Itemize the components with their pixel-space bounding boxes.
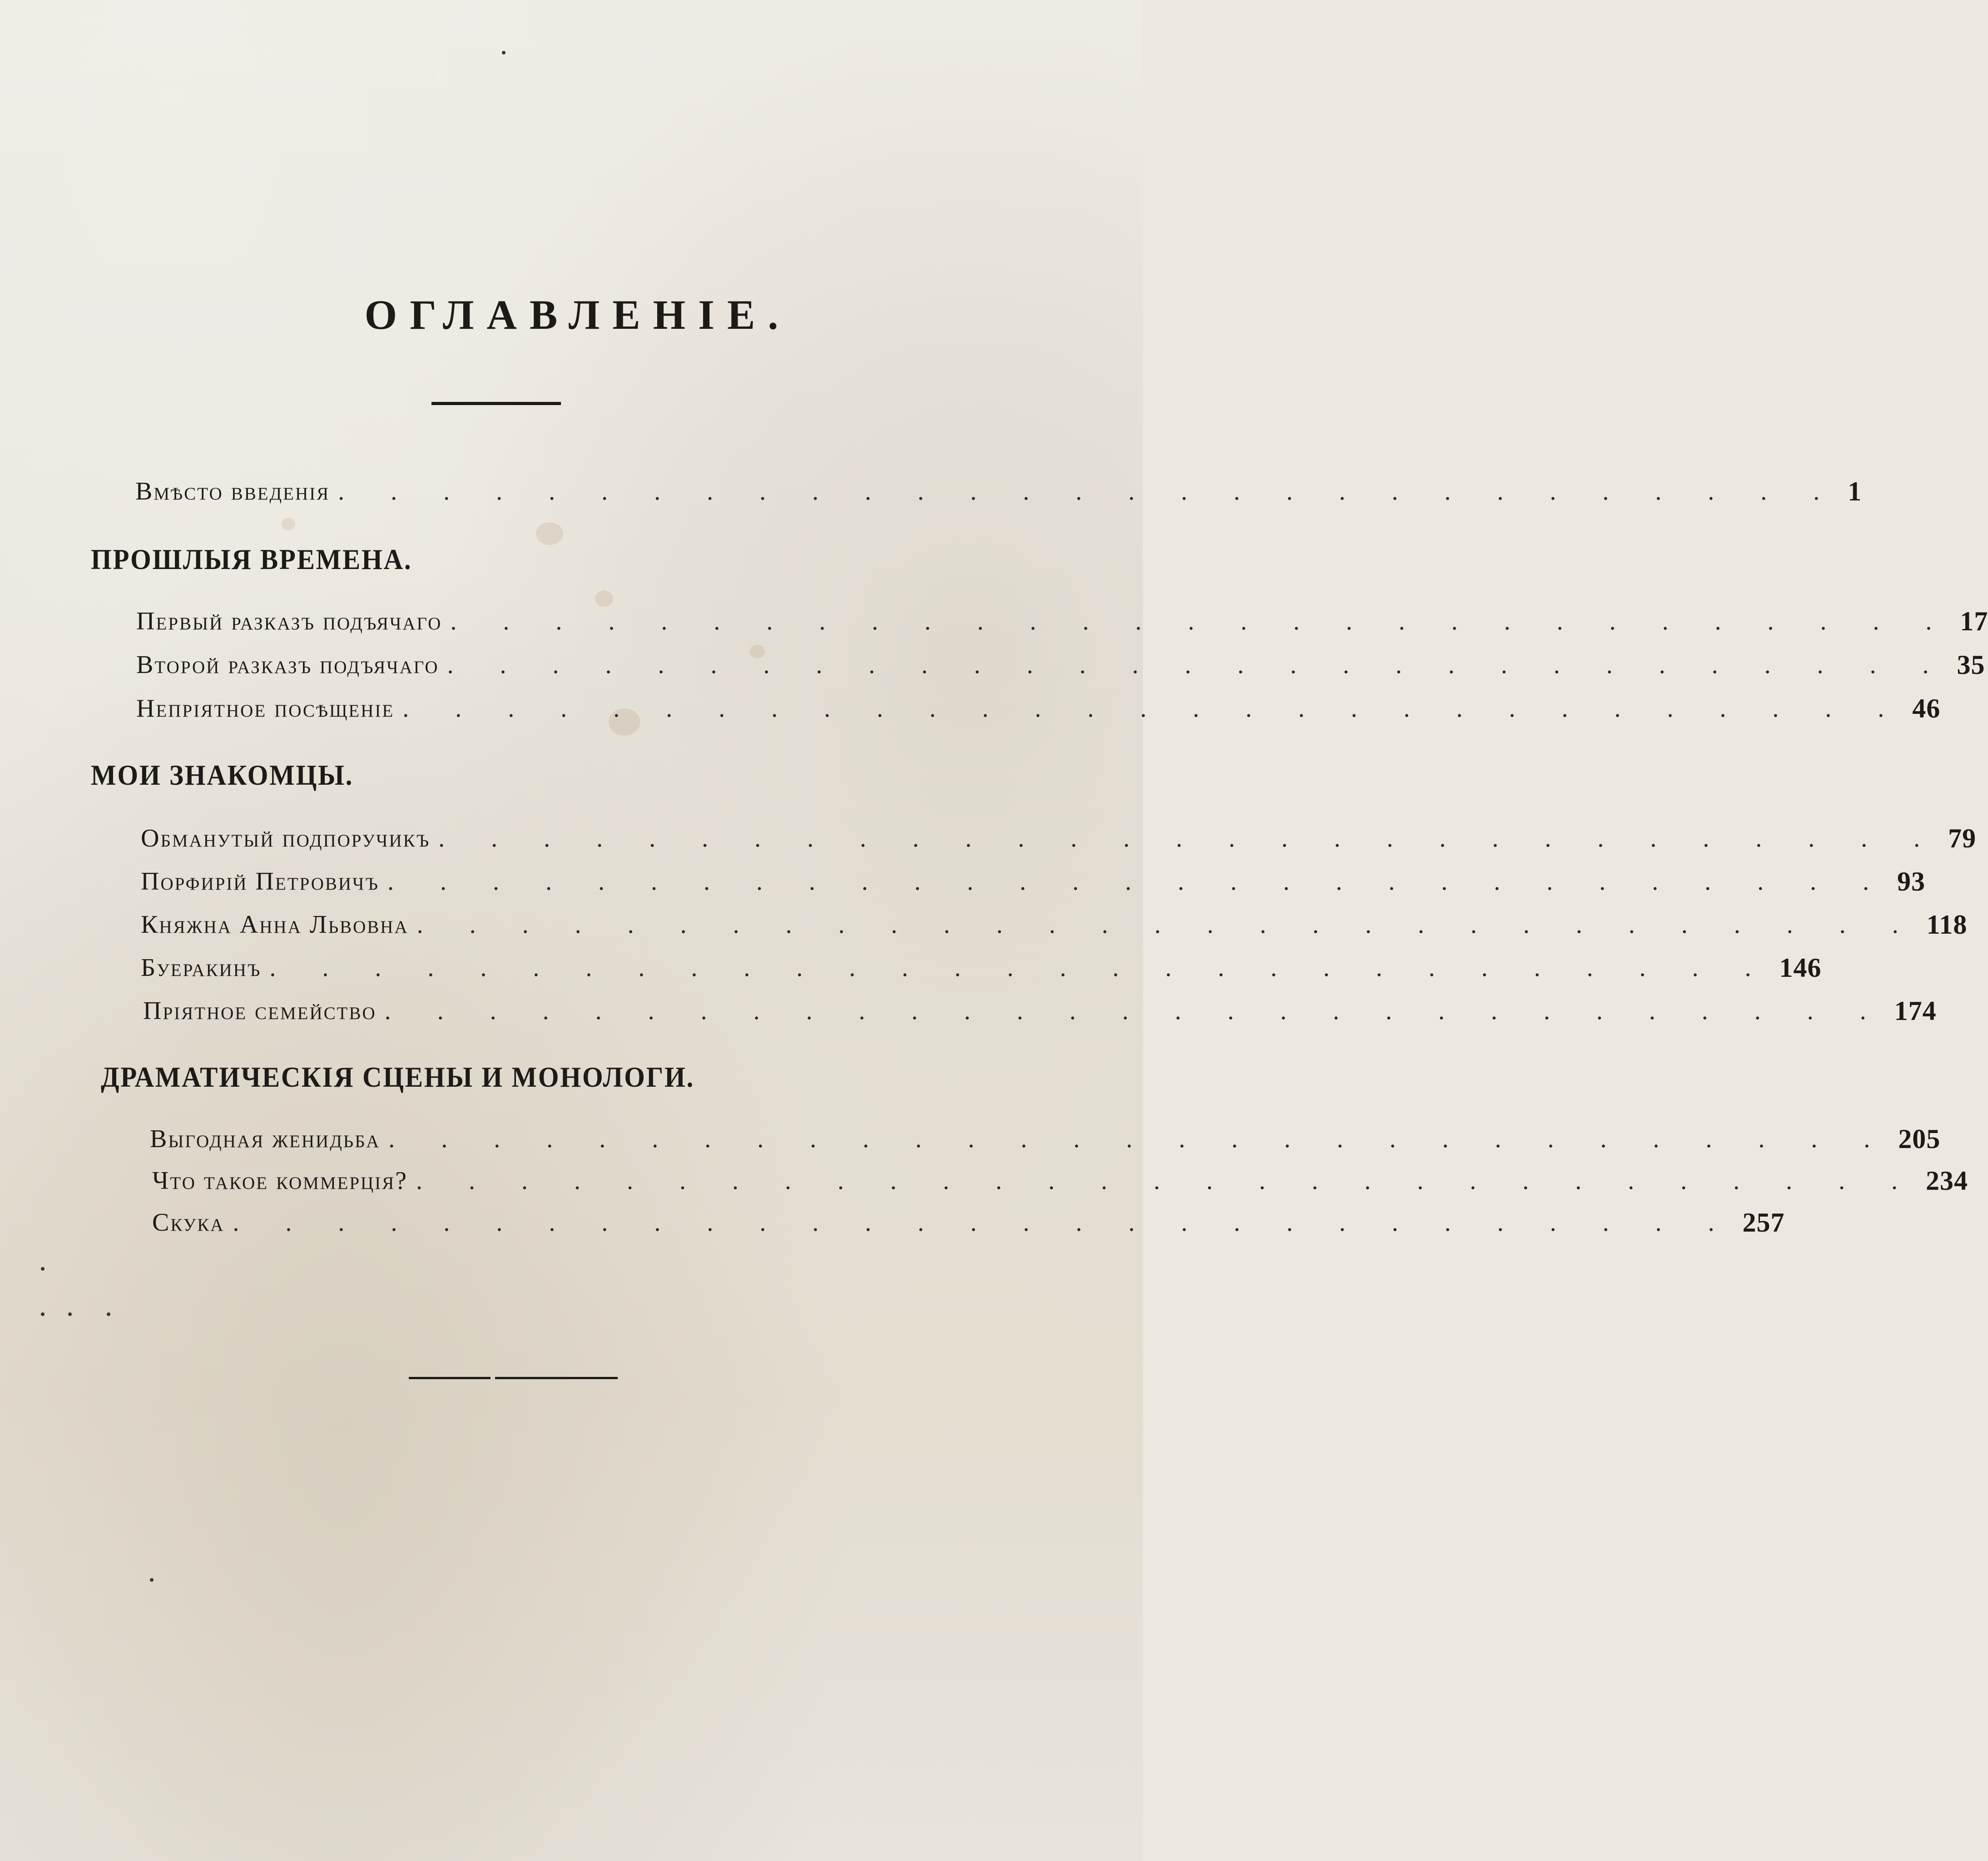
toc-entry-label: Буеракинъ bbox=[141, 954, 262, 982]
section-heading: ПРОШЛЫЯ ВРЕМЕНА. bbox=[91, 543, 412, 575]
toc-entry-page: 35 bbox=[1957, 649, 1985, 680]
toc-entry bbox=[152, 1204, 1785, 1241]
ink-speck bbox=[41, 1312, 45, 1316]
dot-leader: . . . . . . . . . . . . . . . . . . . . . . . . . . . . . bbox=[384, 997, 1886, 1025]
dot-leader: . . . . . . . . . . . . . . . . . . . . . . . . . . . . . bbox=[269, 954, 1771, 982]
toc-entry-page: 205 bbox=[1898, 1124, 1941, 1154]
toc-entry-label: Вмѣсто введенія bbox=[135, 477, 330, 505]
page-title: ОГЛАВЛЕНІЕ. bbox=[364, 292, 791, 338]
dot-leader: . . . . . . . . . . . . . . . . . . . . . . . . . . . . . bbox=[416, 911, 1919, 939]
end-rule bbox=[409, 1377, 491, 1379]
toc-entry-label: Порфирій Петровичъ bbox=[141, 867, 379, 896]
section-heading: ДРАМАТИЧЕСКІЯ СЦЕНЫ И МОНОЛОГИ. bbox=[101, 1061, 695, 1093]
dot-leader: . . . . . . . . . . . . . . . . . . . . . . . . . . . . . bbox=[450, 607, 1952, 635]
toc-entry-label: Первый разказъ подъячаго bbox=[136, 607, 442, 635]
toc-entry-label: Княжна Анна Львовна bbox=[141, 911, 409, 939]
dot-leader: . . . . . . . . . . . . . . . . . . . . . . . . . . . . . bbox=[402, 694, 1904, 723]
toc-entry-page: 79 bbox=[1948, 823, 1977, 853]
toc-entry-page: 257 bbox=[1742, 1207, 1785, 1237]
ink-speck bbox=[150, 1578, 154, 1582]
toc-entry-page: 174 bbox=[1894, 995, 1937, 1026]
toc-entry bbox=[141, 906, 1968, 943]
toc-entry bbox=[141, 820, 1977, 856]
foxing-stain bbox=[536, 522, 563, 545]
ink-speck bbox=[68, 1312, 72, 1316]
toc-entry-page: 46 bbox=[1912, 693, 1941, 723]
toc-entry-label: Пріятное семейство bbox=[143, 997, 377, 1025]
ink-speck bbox=[41, 1267, 45, 1271]
toc-entry bbox=[136, 647, 1985, 683]
dot-leader: . . . . . . . . . . . . . . . . . . . . . . . . . . . . . bbox=[233, 1208, 1735, 1237]
toc-entry-label: Непріятное посѣщеніе bbox=[136, 694, 395, 723]
dot-leader: . . . . . . . . . . . . . . . . . . . . . . . . . . . . . bbox=[416, 1167, 1918, 1195]
toc-entry-page: 17 bbox=[1960, 606, 1988, 636]
dot-leader: . . . . . . . . . . . . . . . . . . . . . . . . . . . . . bbox=[388, 1125, 1890, 1153]
dot-leader: . . . . . . . . . . . . . . . . . . . . . . . . . . . . . bbox=[338, 477, 1840, 505]
toc-entry bbox=[136, 603, 1988, 639]
toc-entry bbox=[136, 690, 1941, 727]
toc-entry-intro bbox=[135, 473, 1862, 510]
dot-leader: . . . . . . . . . . . . . . . . . . . . . . . . . . . . . bbox=[438, 824, 1940, 852]
toc-entry-label: Второй разказъ подъячаго bbox=[136, 651, 439, 679]
toc-entry-label: Скука bbox=[152, 1208, 225, 1237]
ink-speck bbox=[107, 1312, 110, 1316]
toc-entry bbox=[141, 950, 1822, 986]
ink-speck bbox=[502, 51, 506, 54]
toc-entry bbox=[141, 863, 1925, 900]
toc-entry bbox=[143, 993, 1937, 1029]
toc-entry-page: 118 bbox=[1926, 909, 1968, 940]
toc-entry-page: 234 bbox=[1926, 1165, 1968, 1196]
toc-entry-label: Что такое коммерція? bbox=[152, 1167, 408, 1195]
toc-entry-page: 146 bbox=[1779, 952, 1822, 983]
dot-leader: . . . . . . . . . . . . . . . . . . . . . . . . . . . . . bbox=[447, 651, 1949, 679]
dot-leader: . . . . . . . . . . . . . . . . . . . . . . . . . . . . . bbox=[387, 867, 1889, 896]
toc-entry-label: Обманутый подпоручикъ bbox=[141, 824, 431, 852]
foxing-stain bbox=[282, 518, 295, 530]
toc-entry bbox=[150, 1121, 1941, 1157]
toc-entry-label: Выгодная женидьба bbox=[150, 1125, 381, 1153]
title-rule bbox=[431, 402, 561, 405]
section-heading: МОИ ЗНАКОМЦЫ. bbox=[91, 759, 354, 791]
toc-entry-page: 93 bbox=[1897, 866, 1925, 896]
end-rule bbox=[495, 1377, 618, 1379]
toc-entry bbox=[152, 1163, 1968, 1199]
toc-entry-page: 1 bbox=[1848, 476, 1862, 506]
